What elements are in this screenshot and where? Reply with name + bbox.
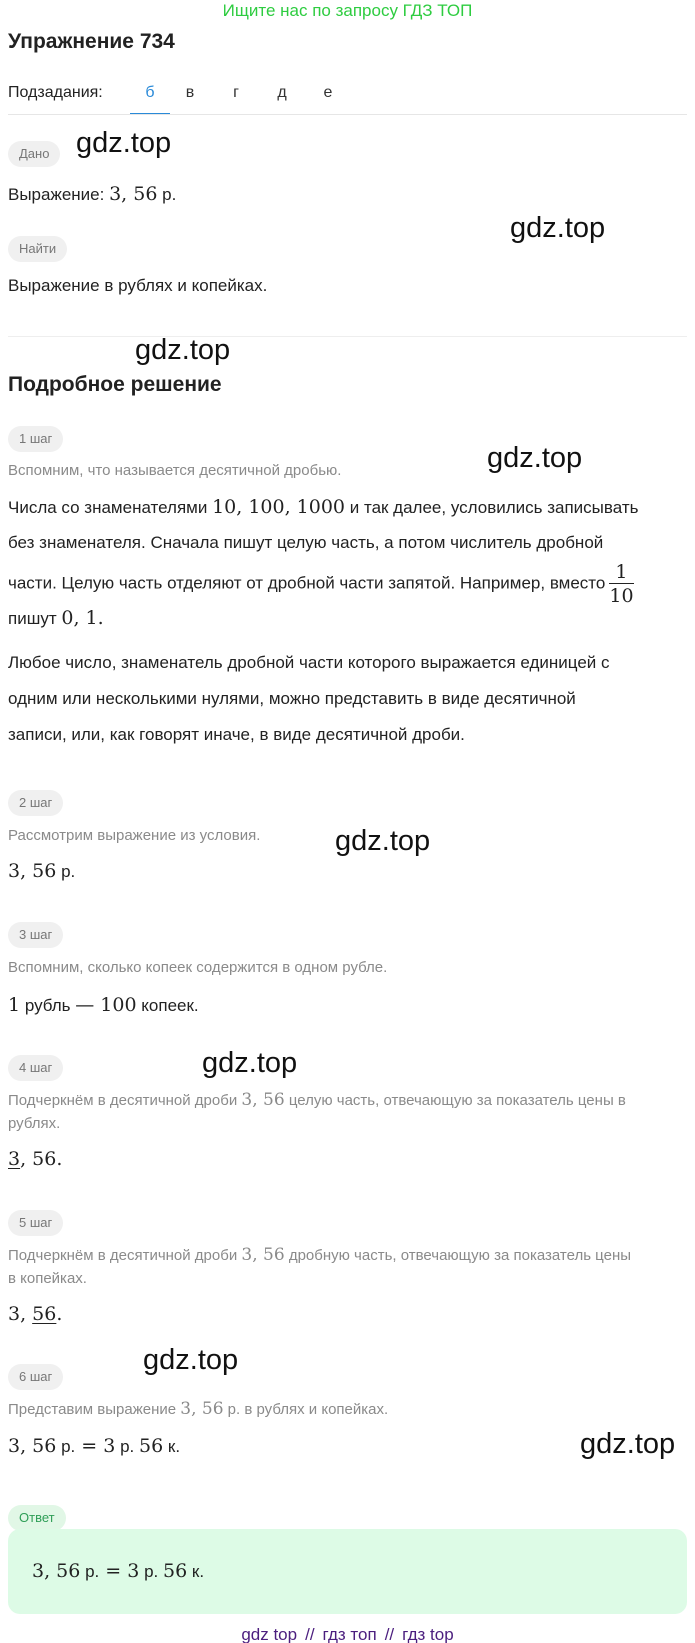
footer-link-gdz-top-ru[interactable]: гдз топ <box>322 1625 377 1643</box>
watermark: gdz.top <box>143 1344 239 1376</box>
step-4-hint-cont: рублях. <box>8 1115 61 1132</box>
watermark: gdz.top <box>76 127 172 159</box>
solution-title: Подробное решение <box>8 373 222 396</box>
footer-link-gdz-top[interactable]: gdz top <box>241 1625 298 1643</box>
step-6-math: 3, 56 р. = 3 р. 56 к. <box>8 1435 181 1457</box>
step-2-math: 3, 56 р. <box>8 860 76 882</box>
tab-g[interactable]: г <box>233 84 239 101</box>
footer-separator: // <box>384 1625 395 1643</box>
tab-d[interactable]: д <box>277 84 287 101</box>
step-4-math: 3, 56. <box>8 1148 63 1170</box>
answer-text: 3, 56 р. = 3 р. 56 к. <box>32 1560 205 1582</box>
watermark: gdz.top <box>335 825 431 857</box>
step-1-line-5: Любое число, знаменатель дробной части которого выражается единицей с <box>8 653 610 672</box>
answer-pill: Ответ <box>8 1505 66 1531</box>
footer-links <box>0 1625 695 1643</box>
step-4-hint: Подчеркнём в десятичной дроби 3, 56 целую часть, отвечающую за показатель цены в <box>8 1090 626 1110</box>
step-1-line-7: записи, или, как говорят иначе, в виде десятичной дроби. <box>8 725 465 744</box>
step-5-pill: 5 шаг <box>8 1210 63 1236</box>
step-4-pill: 4 шаг <box>8 1055 63 1081</box>
find-text: Выражение в рублях и копейках. <box>8 276 268 295</box>
step-5-hint-cont: в копейках. <box>8 1270 87 1287</box>
step-1-line-4: пишут 0, 1. <box>8 607 104 629</box>
step-3-math: 1 рубль — 100 копеек. <box>8 994 199 1016</box>
tab-v[interactable]: в <box>185 84 195 101</box>
tab-b[interactable]: б <box>145 84 155 101</box>
watermark: gdz.top <box>487 442 583 474</box>
footer-separator: // <box>305 1625 315 1643</box>
step-2-hint: Рассмотрим выражение из условия. <box>8 827 261 844</box>
step-1-line-6: одним или несколькими нулями, можно представить в виде десятичной <box>8 689 576 708</box>
section-divider <box>8 336 687 337</box>
given-text: Выражение: 3, 56 р. <box>8 183 177 205</box>
fraction-one-tenth: $\frac{1}{10}$ <box>609 561 634 607</box>
step-5-hint: Подчеркнём в десятичной дроби 3, 56 дробную часть, отвечающую за показатель цены <box>8 1245 632 1265</box>
find-pill: Найти <box>8 236 67 262</box>
step-1-hint: Вспомним, что называется десятичной дробью. <box>8 462 342 479</box>
page-title: Упражнение 734 <box>8 30 175 53</box>
footer-link-gdz-top-mixed[interactable]: гдз top <box>402 1625 454 1643</box>
step-3-pill: 3 шаг <box>8 922 63 948</box>
step-6-hint: Представим выражение 3, 56 р. в рублях и копейках. <box>8 1399 389 1419</box>
step-1-line-1: Числа со знаменателями 10, 100, 1000 и так далее, условились записывать <box>8 496 639 518</box>
step-5-math: 3, 56. <box>8 1303 63 1325</box>
step-3-hint: Вспомним, сколько копеек содержится в одном рубле. <box>8 959 388 976</box>
step-1-line-3: части. Целую часть отделяют от дробной части запятой. Например, вместо $\frac{1}{10}$ <box>8 561 634 607</box>
step-1-line-2: без знаменателя. Сначала пишут целую часть, а потом числитель дробной <box>8 533 604 552</box>
watermark: gdz.top <box>510 212 606 244</box>
tabs-divider <box>8 114 687 115</box>
watermark: gdz.top <box>202 1047 298 1079</box>
underlined-fraction-part: 56 <box>32 1303 57 1325</box>
subtasks-label: Подзадания: <box>8 84 103 101</box>
tab-e[interactable]: е <box>323 84 333 101</box>
watermark: gdz.top <box>580 1428 676 1460</box>
step-2-pill: 2 шаг <box>8 790 63 816</box>
step-6-pill: 6 шаг <box>8 1364 63 1390</box>
step-1-pill: 1 шаг <box>8 426 63 452</box>
underlined-integer-part: 3 <box>8 1148 21 1170</box>
watermark: gdz.top <box>135 334 231 366</box>
given-pill: Дано <box>8 141 60 167</box>
search-banner: Ищите нас по запросу ГДЗ ТОП <box>222 1 473 20</box>
